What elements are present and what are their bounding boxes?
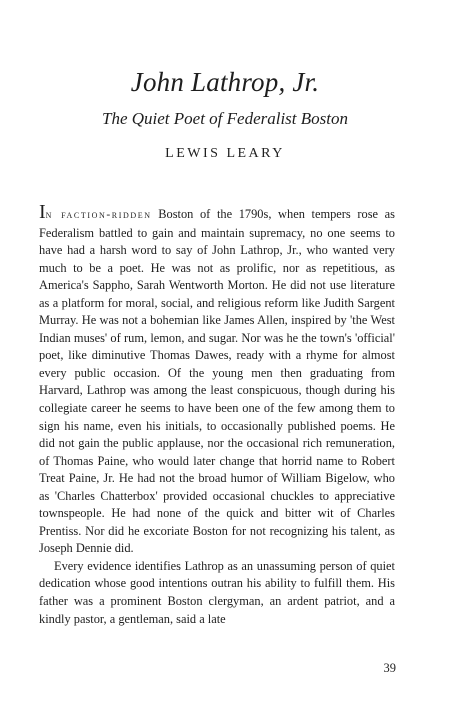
- page-number: 39: [383, 661, 396, 675]
- article-author: LEWIS LEARY: [165, 146, 285, 161]
- article-title: John Lathrop, Jr.: [130, 67, 320, 97]
- drop-cap: I: [39, 201, 46, 223]
- article-subtitle: The Quiet Poet of Federalist Boston: [102, 109, 348, 128]
- body-paragraph-2: Every evidence identifies Lathrop as an unassuming person of quiet dedication whose good intentions outran his ability to fulfill them. His father was a prominent Boston clergyman, an ardent patriot, and a kindly pastor, a gentleman, said a late: [39, 558, 395, 626]
- body-paragraph-1: [39, 201, 395, 558]
- paragraph-1-text: Boston of the 1790s, when tempers rose as Federalism battled to gain and maintain supremacy, no one seems to have had a harsh word to say of John Lathrop, Jr., who wanted very much to be a poet. He was not as prolific, nor as repetitious, as America's Sappho, Sarah Wentworth Morton. He did not use literature as a platform for moral, social, and religious reform like Judith Sargent Murray. He was not a bohemian like James Allen, inspired by 'the West Indian muses' of rum, lemon, and sugar. Nor was he the town's 'official' poet, like diminutive Thomas Dawes, ready with a rhyme for almost every public occasion. Of the young men then graduating from Harvard, Lathrop was among the least conspicuous, though during his collegiate career he seems to have been one of the few among them to sign his name, even his initials, to occasionally published poems. He did not gain the public applause, nor the occasional rich remuneration, of Thomas Paine, who would later change that horrid name to Robert Treat Paine, Jr. He had not the broad humor of William Bigelow, who as 'Charles Chatterbox' provided occasional chuckles to appreciative townspeople. He had none of the quick and bitter wit of Charles Prentiss. Nor did he excoriate Boston for not recognizing his talent, as Joseph Dennie did.: [39, 207, 395, 556]
- opening-small-caps: n faction-ridden: [45, 209, 152, 221]
- article-body: [39, 201, 395, 628]
